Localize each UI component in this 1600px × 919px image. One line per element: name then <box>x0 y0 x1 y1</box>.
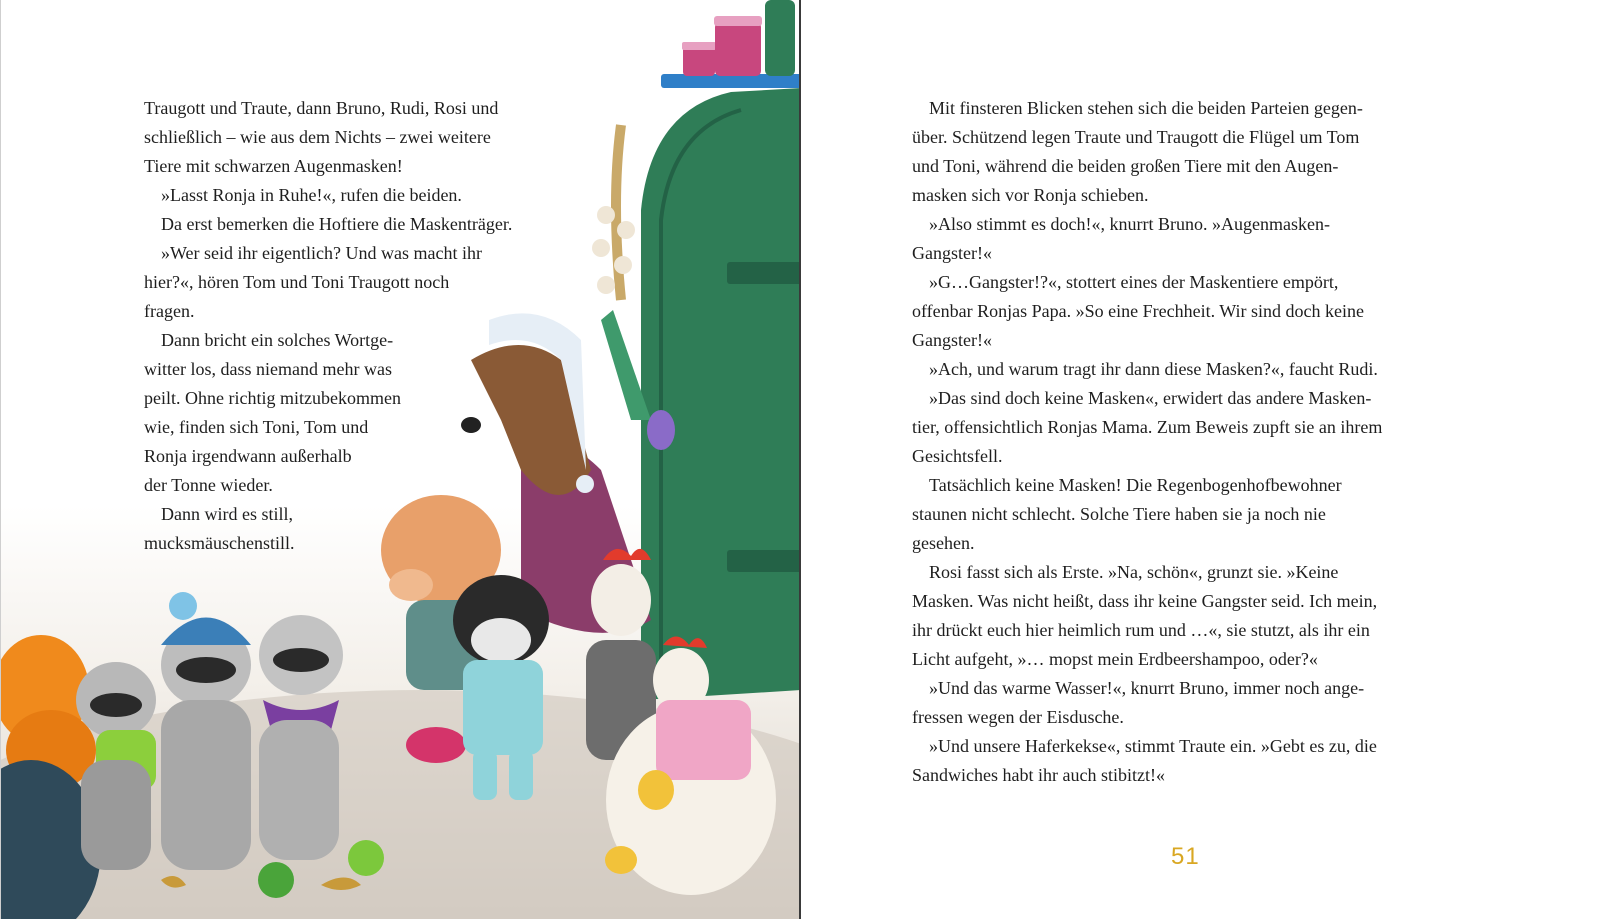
right-page <box>801 0 1600 919</box>
text-line: Dann bricht ein solches Wortge- <box>161 330 394 350</box>
text-line: gesehen. <box>912 533 975 553</box>
text-line: Sandwiches habt ihr auch stibitzt!« <box>912 765 1165 785</box>
text-line: Masken. Was nicht heißt, dass ihr keine Gangster seid. Ich mein, <box>912 591 1378 611</box>
text-line: »Und unsere Haferkekse«, stimmt Traute ein. »Gebt es zu, die <box>929 736 1377 756</box>
text-line: masken sich vor Ronja schieben. <box>912 185 1149 205</box>
left-page-text <box>144 94 584 558</box>
text-line: tier, offensichtlich Ronjas Mama. Zum Beweis zupft sie an ihrem <box>912 417 1383 437</box>
text-line: und Toni, während die beiden großen Tiere mit den Augen- <box>912 156 1339 176</box>
text-line: peilt. Ohne richtig mitzubekommen <box>144 388 401 408</box>
text-line: »Das sind doch keine Masken«, erwidert das andere Masken- <box>929 388 1372 408</box>
right-page-text <box>912 94 1472 790</box>
text-line: fragen. <box>144 301 195 321</box>
text-line: »Wer seid ihr eigentlich? Und was macht ihr <box>161 243 482 263</box>
text-line: »Und das warme Wasser!«, knurrt Bruno, immer noch ange- <box>929 678 1365 698</box>
text-line: Gesichtsfell. <box>912 446 1003 466</box>
text-line: Mit finsteren Blicken stehen sich die beiden Parteien gegen- <box>929 98 1363 118</box>
text-line: Gangster!« <box>912 243 992 263</box>
text-line: »Also stimmt es doch!«, knurrt Bruno. »Augenmasken- <box>929 214 1330 234</box>
text-line: Rosi fasst sich als Erste. »Na, schön«, grunzt sie. »Keine <box>929 562 1339 582</box>
text-line: ihr drückt euch hier heimlich rum und …«, sie stutzt, als ihr ein <box>912 620 1370 640</box>
text-line: offenbar Ronjas Papa. »So eine Frechheit. Wir sind doch keine <box>912 301 1365 321</box>
text-line: Gangster!« <box>912 330 992 350</box>
text-line: der Tonne wieder. <box>144 475 273 495</box>
text-line: »Lasst Ronja in Ruhe!«, rufen die beiden. <box>161 185 462 205</box>
text-line: Da erst bemerken die Hoftiere die Maskenträger. <box>161 214 513 234</box>
text-line: wie, finden sich Toni, Tom und <box>144 417 369 437</box>
text-line: mucksmäuschenstill. <box>144 533 295 553</box>
text-line: Tiere mit schwarzen Augenmasken! <box>144 156 403 176</box>
text-line: schließlich – wie aus dem Nichts – zwei weitere <box>144 127 491 147</box>
text-line: Dann wird es still, <box>161 504 293 524</box>
text-line: Traugott und Traute, dann Bruno, Rudi, Rosi und <box>144 98 499 118</box>
page-number: 51 <box>1171 843 1200 870</box>
text-line: fressen wegen der Eisdusche. <box>912 707 1124 727</box>
text-line: staunen nicht schlecht. Solche Tiere haben sie ja noch nie <box>912 504 1326 524</box>
text-line: Ronja irgendwann außerhalb <box>144 446 352 466</box>
text-line: Licht aufgeht, »… mopst mein Erdbeershampoo, oder?« <box>912 649 1318 669</box>
text-line: über. Schützend legen Traute und Traugott die Flügel um Tom <box>912 127 1360 147</box>
text-line: Tatsächlich keine Masken! Die Regenbogenhofbewohner <box>929 475 1342 495</box>
text-line: »Ach, und warum tragt ihr dann diese Masken?«, faucht Rudi. <box>929 359 1378 379</box>
text-line: »G…Gangster!?«, stottert eines der Maskentiere empört, <box>929 272 1339 292</box>
text-line: witter los, dass niemand mehr was <box>144 359 392 379</box>
text-line: hier?«, hören Tom und Toni Traugott noch <box>144 272 450 292</box>
